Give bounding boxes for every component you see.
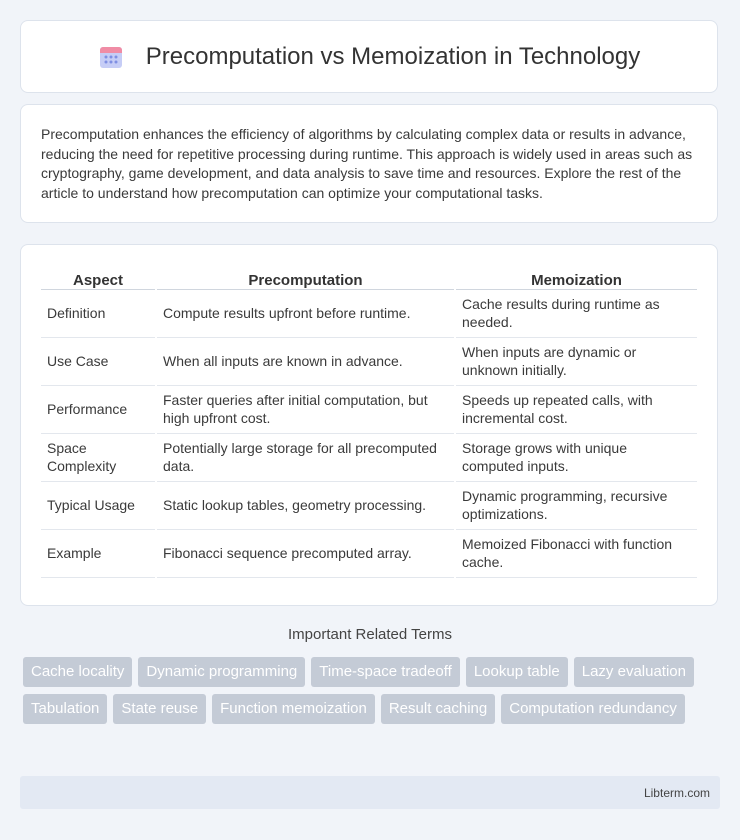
footer [20, 776, 720, 809]
calendar-grid-icon [98, 44, 124, 70]
table-cell-precomputation: Static lookup tables, geometry processing. [157, 482, 454, 530]
footer-site-link[interactable]: Libterm.com [643, 786, 710, 800]
table-cell-precomputation: Compute results upfront before runtime. [157, 290, 454, 338]
related-term-tag[interactable]: Lookup table [466, 657, 568, 687]
intro-card [20, 104, 718, 223]
table-cell-precomputation: When all inputs are known in advance. [157, 338, 454, 386]
title-card [20, 20, 718, 93]
table-cell-aspect: Use Case [41, 338, 155, 386]
related-term-tag[interactable]: Time-space tradeoff [311, 657, 460, 687]
table-cell-aspect: Typical Usage [41, 482, 155, 530]
page-title: Precomputation vs Memoization in Technology [145, 42, 641, 70]
table-cell-memoization: Memoized Fibonacci with function cache. [456, 530, 697, 578]
related-terms-list [23, 657, 723, 724]
column-header-precomputation: Precomputation [157, 265, 454, 290]
related-term-tag[interactable]: Lazy evaluation [574, 657, 694, 687]
related-term-tag[interactable]: State reuse [113, 694, 206, 724]
table-cell-aspect: Definition [41, 290, 155, 338]
table-cell-memoization: Dynamic programming, recursive optimizations. [456, 482, 697, 530]
table-cell-precomputation: Fibonacci sequence precomputed array. [157, 530, 454, 578]
related-term-tag[interactable]: Result caching [381, 694, 495, 724]
table-cell-aspect: Performance [41, 386, 155, 434]
column-header-aspect: Aspect [41, 265, 155, 290]
table-cell-memoization: Cache results during runtime as needed. [456, 290, 697, 338]
table-header-row [41, 265, 697, 290]
table-row [41, 338, 697, 386]
related-term-tag[interactable]: Tabulation [23, 694, 107, 724]
table-cell-memoization: Storage grows with unique computed inputs. [456, 434, 697, 482]
intro-paragraph: Precomputation enhances the efficiency of algorithms by calculating complex data or results in advance, reducing the need for repetitive processing during runtime. This approach is widely used in areas such as cryptography, game development, and data analysis to save time and resources. Explore the rest of the article to understand how precomputation can optimize your computational tasks. [41, 126, 693, 201]
table-row [41, 386, 697, 434]
table-cell-precomputation: Faster queries after initial computation, but high upfront cost. [157, 386, 454, 434]
table-cell-memoization: Speeds up repeated calls, with incremental cost. [456, 386, 697, 434]
comparison-table [39, 265, 699, 578]
column-header-memoization: Memoization [456, 265, 697, 290]
table-cell-aspect: Space Complexity [41, 434, 155, 482]
table-row [41, 482, 697, 530]
table-cell-memoization: When inputs are dynamic or unknown initially. [456, 338, 697, 386]
table-row [41, 434, 697, 482]
table-row [41, 530, 697, 578]
comparison-card [20, 244, 718, 606]
related-term-tag[interactable]: Dynamic programming [138, 657, 305, 687]
related-term-tag[interactable]: Function memoization [212, 694, 375, 724]
related-terms-heading: Important Related Terms [288, 626, 452, 643]
table-cell-precomputation: Potentially large storage for all precomputed data. [157, 434, 454, 482]
related-term-tag[interactable]: Cache locality [23, 657, 132, 687]
table-row [41, 290, 697, 338]
related-term-tag[interactable]: Computation redundancy [501, 694, 685, 724]
table-cell-aspect: Example [41, 530, 155, 578]
